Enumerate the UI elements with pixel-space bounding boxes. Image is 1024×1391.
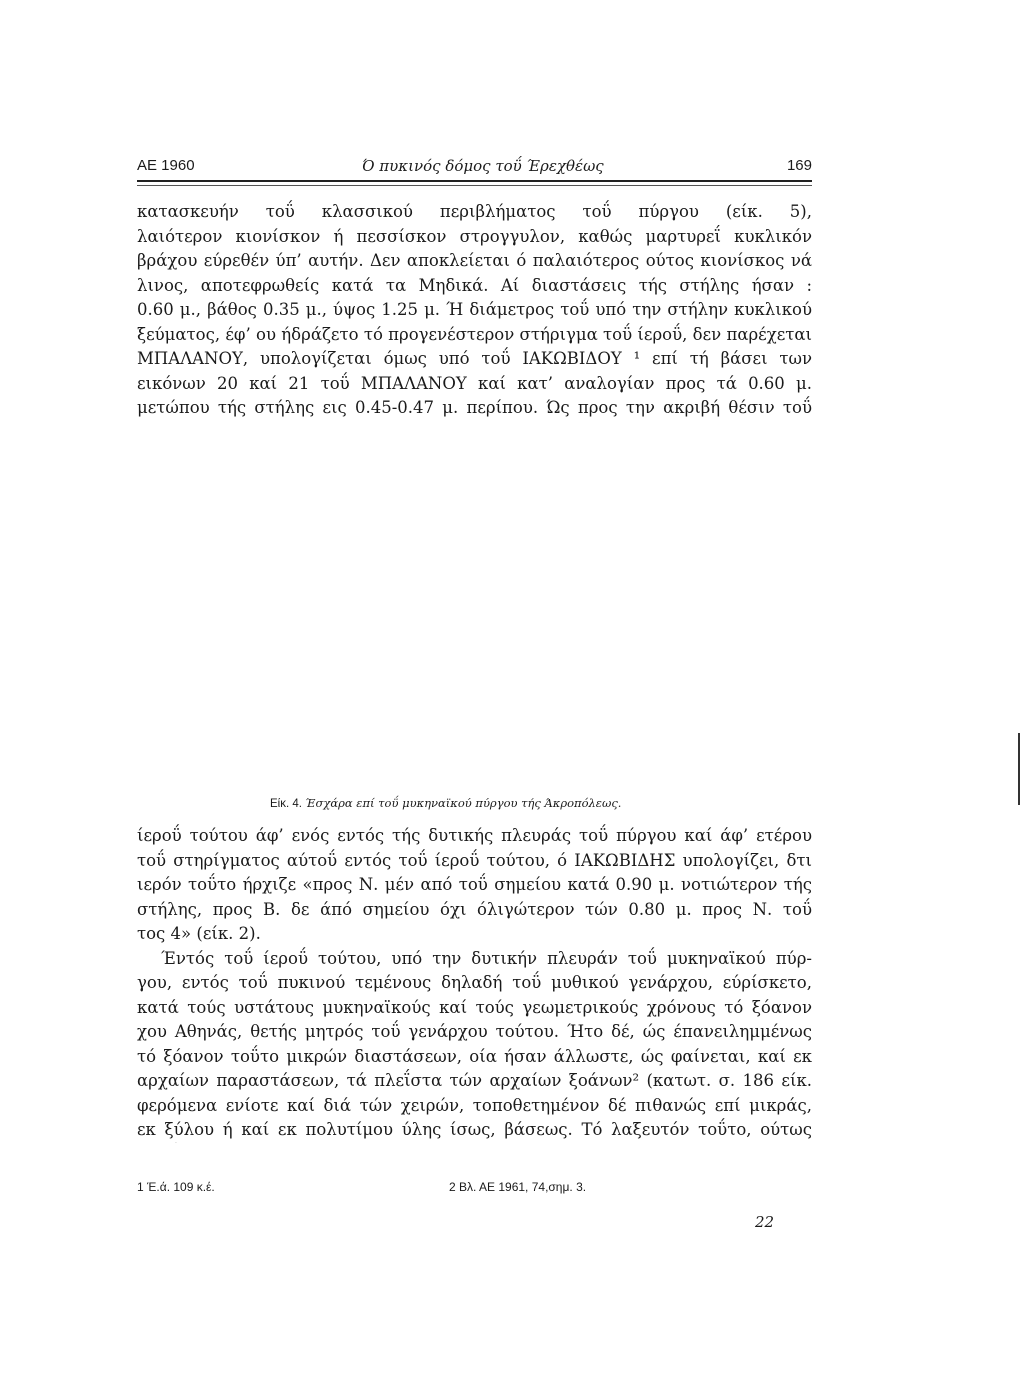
text-line: εκ ξύλου ή καί εκ πολυτίμου ύλης ίσως, βάσεως. Τό λαξευτόν τοΰτο, ούτως — [137, 1120, 812, 1139]
text-line: μετώπου τής στήλης εις 0.45-0.47 μ. περίπου. Ώς προς την ακριβή θέσιν τοΰ — [137, 398, 812, 417]
text-line: ΜΠΑΛΑΝΟΥ, υπολογίζεται όμως υπό τοΰ ΙΑΚΩΒΙΔΟΥ ¹ επί τή βάσει των — [137, 349, 812, 368]
text-line: τοΰ στηρίγματος αύτοΰ εντός τοΰ ίεροΰ τούτου, ό ΙΑΚΩΒΙΔΗΣ υπολογίζει, δτι — [137, 850, 812, 870]
text-line: ίεροΰ τούτου άφ’ ενός εντός τής δυτικής πλευράς τοΰ πύργου καί άφ’ ετέρου — [137, 826, 812, 845]
text-line: βράχου εύρεθέν ύπ’ αυτήν. Δεν αποκλείεται ό παλαιότερος ούτος κιονίσκος νά — [137, 251, 812, 270]
signature-mark: 22 — [755, 1213, 775, 1231]
figure-caption — [270, 796, 621, 810]
text-line: Έντός τοΰ ίεροΰ τούτου, υπό την δυτικήν πλευράν τοΰ μυκηναϊκού πύρ- — [161, 948, 812, 968]
text-line: ιερόν τοΰτο ήρχιζε «προς Ν. μέν από τοΰ σημείου κατά 0.90 μ. νοτιώτερον τής — [137, 875, 812, 894]
header-rule-thick — [137, 180, 812, 182]
text-line: ξεύματος, έφ’ ου ήδράζετο τό προγενέστερον στήριγμα τοΰ ίεροΰ, δεν παρέχεται — [137, 324, 812, 344]
text-line: τό ξόανον τοΰτο μικρών διαστάσεων, οία ήσαν άλλωστε, ώς φαίνεται, καί εκ — [137, 1046, 812, 1066]
text-line: εικόνων 20 καί 21 τοΰ ΜΠΑΛΑΝΟΥ καί κατ’ αναλογίαν προς τά 0.60 μ. — [137, 373, 812, 393]
text-line: στήλης, προς Β. δε άπό σημείου όχι όλιγώτερον τών 0.80 μ. προς Ν. τοΰ — [137, 899, 812, 919]
text-line: γου, εντός τοΰ πυκινού τεμένους δηλαδή τοΰ μυθικού γενάρχου, εύρίσκετο, — [137, 973, 812, 992]
body-text-bottom — [137, 824, 812, 1143]
header-rule-thin — [137, 185, 812, 186]
body-text-top — [137, 200, 812, 421]
running-title: Ό πυκινός δόμος τοΰ Έρεχθέως — [362, 157, 604, 175]
text-line: τος 4» (είκ. 2). — [137, 924, 261, 943]
figure-area-blank — [137, 450, 812, 790]
text-line: 0.60 μ., βάθος 0.35 μ., ύψος 1.25 μ. Ή διάμετρος τοΰ υπό την στήλην κυκλικού — [137, 300, 812, 319]
text-line: λινος, αποτεφρωθείς κατά τα Μηδικά. Αί διαστάσεις τής στήλης ήσαν : — [137, 275, 812, 295]
text-line: κατασκευήν τοΰ κλασσικού περιβλήματος τοΰ πύργου (είκ. 5), — [137, 202, 812, 221]
text-line: κατά τούς υστάτους μυκηναϊκούς καί τούς γεωμετρικούς χρόνους τό ξόανον — [137, 997, 812, 1017]
margin-mark — [1018, 733, 1020, 805]
journal-label: ΑΕ 1960 — [137, 157, 195, 174]
text-line: χου Αθηνάς, θετής μητρός τοΰ γενάρχου τούτου. Ήτο δέ, ώς έπανειλημμένως — [137, 1022, 812, 1041]
caption-text: Έσχάρα επί τοΰ μυκηναϊκού πύργου τής Άκροπόλεως. — [305, 796, 622, 810]
page-number: 169 — [786, 157, 812, 174]
caption-label: Είκ. 4. — [270, 798, 302, 810]
footnote-1: 1 Έ.ά. 109 κ.έ. — [137, 1180, 215, 1194]
text-line: λαιότερον κιονίσκον ή πεσσίσκον στρογγυλον, καθώς μαρτυρεΐ κυκλικόν — [137, 226, 812, 246]
text-line: φερόμενα ενίοτε καί διά τών χειρών, τοποθετημένον δέ πιθανώς επί μικράς, — [137, 1095, 812, 1115]
footnote-2: 2 Βλ. ΑΕ 1961, 74,σημ. 3. — [449, 1180, 587, 1194]
text-line: αρχαίων παραστάσεων, τά πλεΐστα τών αρχαίων ξοάνων² (κατωτ. σ. 186 είκ. — [137, 1071, 812, 1090]
